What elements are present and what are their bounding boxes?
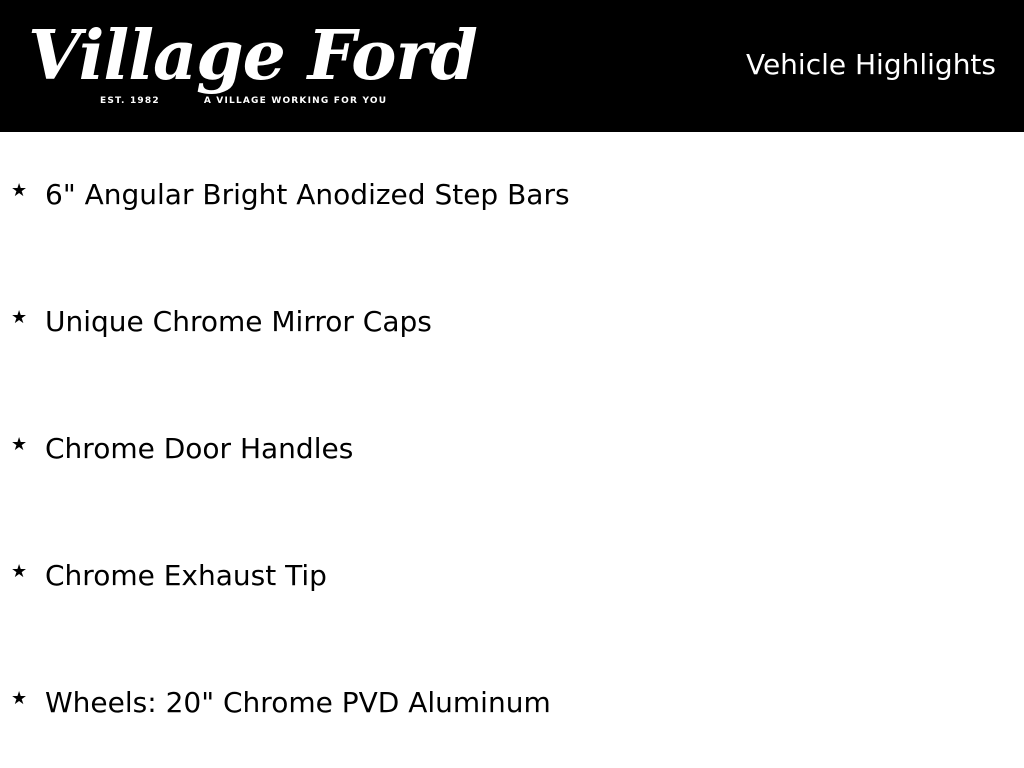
village-ford-logo [28,16,477,114]
page-title: Vehicle Highlights [745,48,996,81]
highlight-text: Wheels: 20" Chrome PVD Aluminum [45,686,551,719]
highlight-text: 6" Angular Bright Anodized Step Bars [45,178,570,211]
highlight-text: Unique Chrome Mirror Caps [45,305,432,338]
logo-wordmark: Village Ford [28,16,477,96]
list-item [0,304,1000,344]
logo-established: EST. 1982 [100,96,160,106]
list-item [0,685,1000,725]
logo-slogan: A VILLAGE WORKING FOR YOU [203,96,388,106]
highlight-text: Chrome Exhaust Tip [45,559,327,592]
logo-tagline [100,96,387,106]
list-item [0,431,1000,471]
star-icon: ★ [11,561,28,582]
star-icon: ★ [11,307,28,328]
list-item [0,177,1000,217]
list-item [0,558,1000,598]
star-icon: ★ [11,434,28,455]
highlight-text: Chrome Door Handles [45,432,354,465]
star-icon: ★ [11,688,28,709]
header-bar [0,0,1024,132]
star-icon: ★ [11,180,28,201]
